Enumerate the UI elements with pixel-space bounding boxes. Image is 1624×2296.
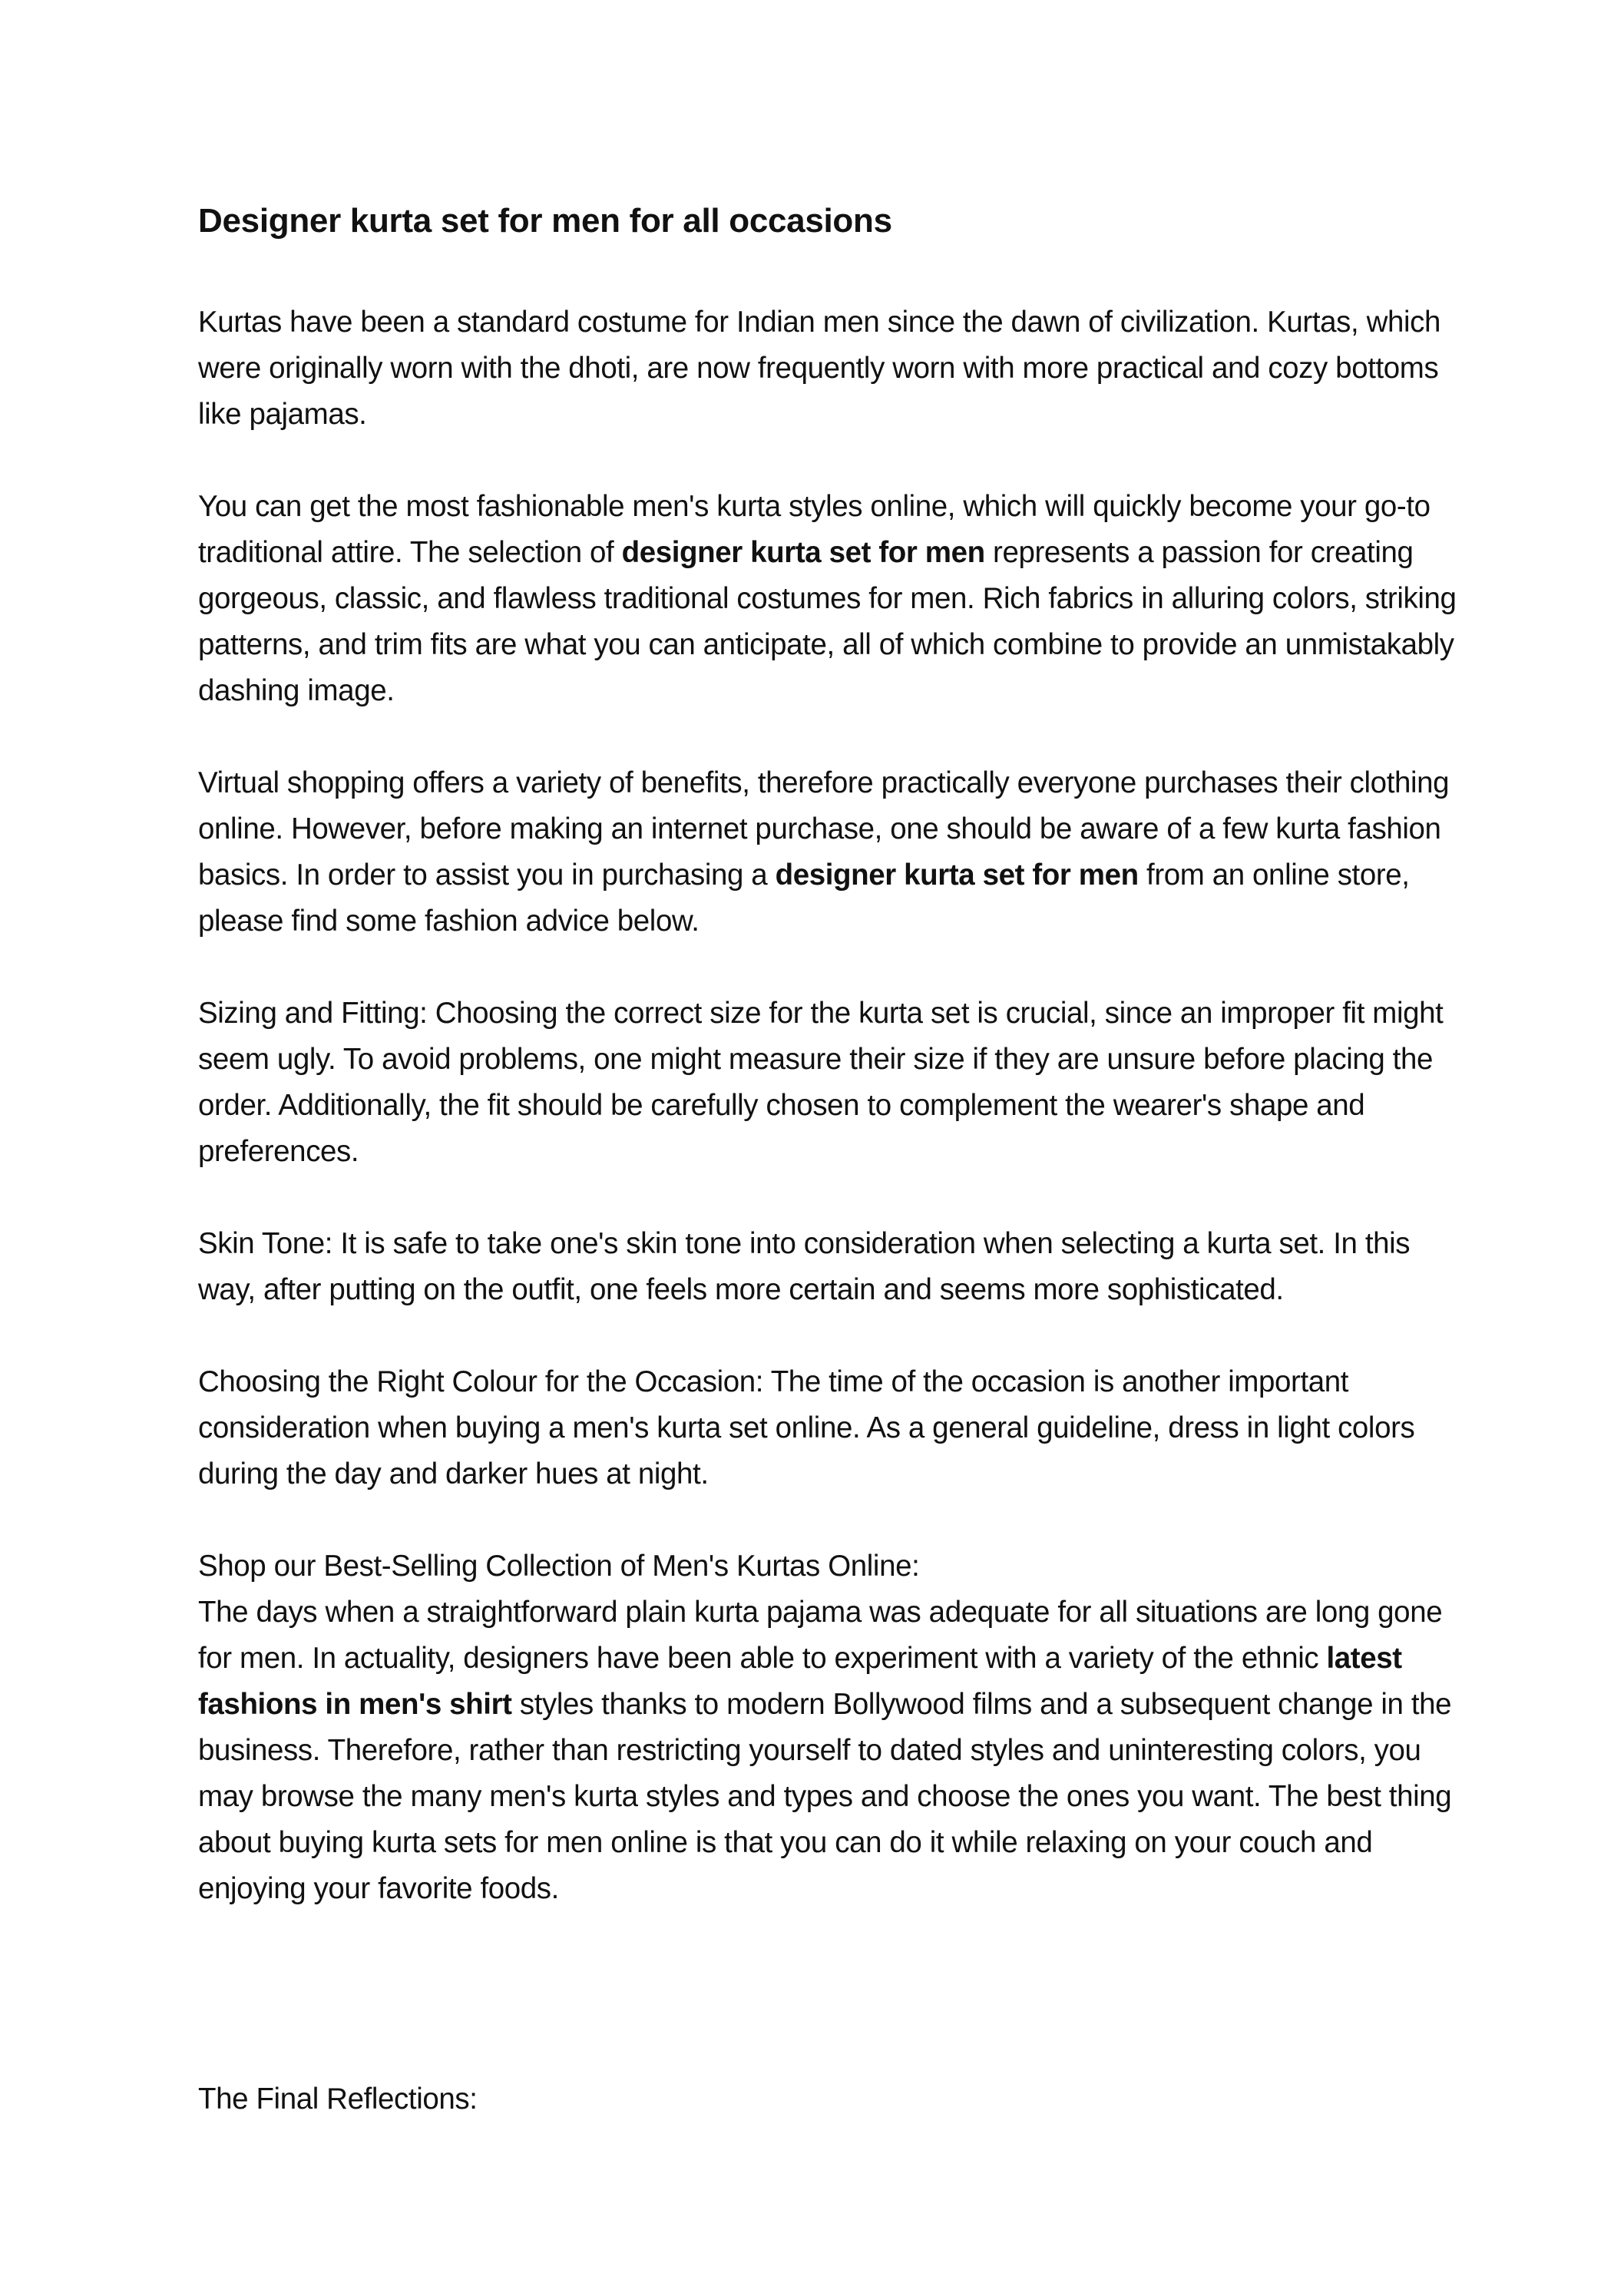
document-body [198,198,1465,2169]
keyword-latest-fashions: latest fashions in men's shirt [198,1642,1402,1721]
paragraph-text: You can get the most fashionable men's kurta styles online, which will quickly become your go-to traditional attire. The selection of [198,490,1431,569]
paragraph-text: The days when a straightforward plain kurta pajama was adequate for all situations are long gone for men. In actuality, designers have been able to experiment with a variety of the ethnic [198,1596,1443,1675]
paragraph-text: Virtual shopping offers a variety of benefits, therefore practically everyone purchases their clothing online. However, before making an internet purchase, one should be aware of a few kurta fashion basics. In order to assist you in purchasing a [198,766,1450,892]
paragraph-intro: Kurtas have been a standard costume for Indian men since the dawn of civilization. Kurtas, which were originally worn with the dhoti, are now frequently worn with more practical and cozy bottoms like pajamas. [198,306,1441,431]
paragraph-final-reflections: The Final Reflections: [198,2083,478,2116]
paragraph-text: styles thanks to modern Bollywood films and a subsequent change in the business. Therefore, rather than restricting yourself to dated styles and uninteresting colors, you may browse the many men's kurta styles and types and choose the ones you want. The best thing about buying kurta sets for men online is that you can do it while relaxing on your couch and enjoying your favorite foods. [198,1688,1452,1905]
paragraph-styles-online [198,484,1465,714]
document-title: Designer kurta set for men for all occasions [198,202,892,240]
paragraph-best-selling [198,1590,1465,1912]
paragraph-shop-heading: Shop our Best-Selling Collection of Men's Kurtas Online: [198,1550,920,1583]
keyword-designer-kurta-set: designer kurta set for men [775,859,1139,892]
paragraph-virtual-shopping [198,760,1465,945]
keyword-designer-kurta-set: designer kurta set for men [621,536,985,569]
paragraph-right-colour: Choosing the Right Colour for the Occasion: The time of the occasion is another important consideration when buying a men's kurta set online. As a general guideline, dress in light colors during the day and darker hues at night. [198,1365,1415,1490]
spacer [198,1958,1465,2076]
paragraph-sizing-fitting: Sizing and Fitting: Choosing the correct size for the kurta set is crucial, since an improper fit might seem ugly. To avoid problems, one might measure their size if they are unsure before placing the order. Additionally, the fit should be carefully chosen to complement the wearer's shape and preferences. [198,997,1444,1168]
paragraph-text: from an online store, please find some fashion advice below. [198,859,1410,938]
paragraph-text: represents a passion for creating gorgeous, classic, and flawless traditional costumes for men. Rich fabrics in alluring colors, striking patterns, and trim fits are what you can anticipate, all of which combine to provide an unmistakably dashing image. [198,536,1457,707]
paragraph-skin-tone: Skin Tone: It is safe to take one's skin tone into consideration when selecting a kurta set. In this way, after putting on the outfit, one feels more certain and seems more sophisticated. [198,1227,1411,1306]
